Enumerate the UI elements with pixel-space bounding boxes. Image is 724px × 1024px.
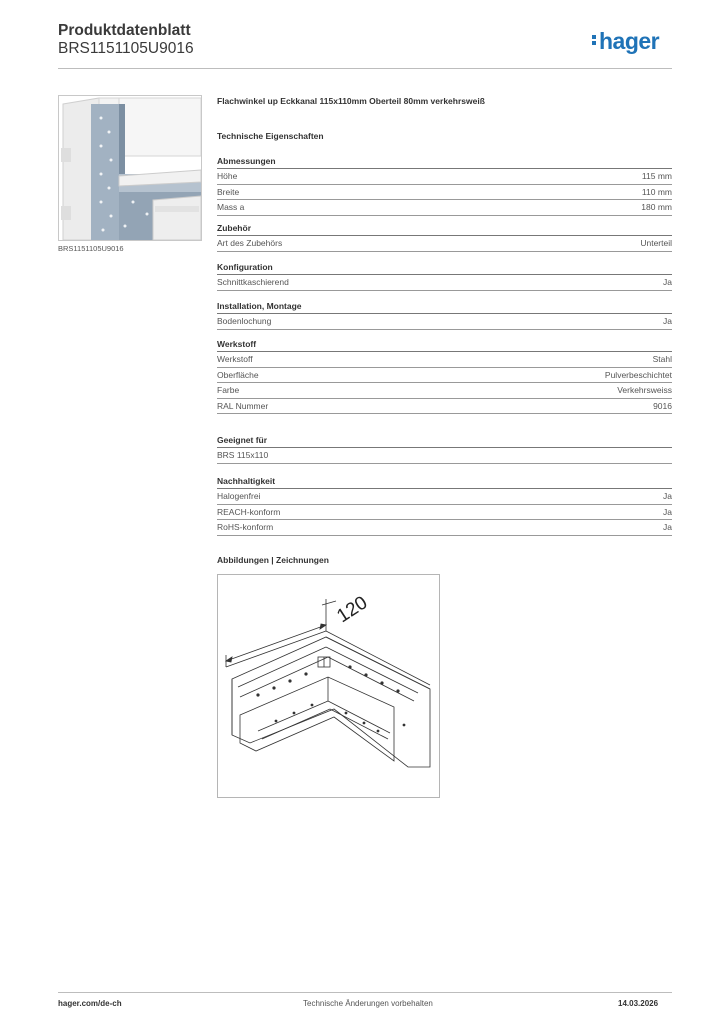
logo-dots-icon (592, 33, 597, 47)
page-title: Produktdatenblatt (58, 22, 191, 39)
property-label: Werkstoff (217, 354, 253, 364)
property-value: 110 mm (641, 186, 672, 197)
footer-divider (58, 992, 672, 993)
property-value: Ja (663, 506, 672, 517)
property-label: REACH-konform (217, 506, 281, 517)
footer-notice: Technische Änderungen vorbehalten (303, 999, 433, 1008)
section-heading: Geeignet für (217, 433, 672, 448)
property-value: Ja (663, 522, 672, 532)
property-value: 180 mm (641, 202, 672, 212)
property-label: Art des Zubehörs (217, 238, 283, 248)
property-label: Oberfläche (217, 369, 259, 380)
technical-drawing-graphic (218, 575, 439, 797)
product-image (58, 95, 202, 241)
property-value: Verkehrsweiss (617, 385, 672, 395)
section-sustainability (217, 474, 672, 536)
section-heading: Nachhaltigkeit (217, 474, 672, 489)
property-label: RAL Nummer (217, 400, 269, 411)
property-row (217, 505, 672, 521)
property-row (217, 368, 672, 384)
property-row (217, 448, 672, 464)
footer-website: hager.com/de-ch (58, 999, 122, 1008)
dimension-label: 120 (333, 592, 372, 628)
property-value: Ja (663, 277, 672, 287)
footer-date: 14.03.2026 (618, 999, 659, 1008)
section-configuration (217, 260, 672, 291)
property-label: Bodenlochung (217, 316, 272, 326)
image-caption: BRS1151105U9016 (58, 244, 124, 253)
hager-logo (592, 28, 659, 55)
property-label: Schnittkaschierend (217, 277, 289, 287)
section-suitable-for (217, 433, 672, 464)
logo-text: hager (599, 28, 660, 54)
property-label: Mass a (217, 202, 245, 212)
section-heading: Abmessungen (217, 154, 672, 169)
property-label: BRS 115x110 (217, 450, 269, 460)
property-value: Unterteil (640, 238, 672, 248)
header-divider (58, 68, 672, 69)
property-value: Stahl (652, 354, 672, 364)
product-code: BRS1151105U9016 (58, 40, 194, 57)
section-material (217, 337, 672, 414)
section-installation (217, 299, 672, 330)
property-row (217, 314, 672, 330)
section-heading: Installation, Montage (217, 299, 672, 314)
property-label: RoHS-konform (217, 522, 274, 532)
property-row (217, 236, 672, 252)
property-value: 9016 (653, 400, 672, 411)
drawings-heading: Abbildungen | Zeichnungen (217, 555, 329, 565)
property-label: Farbe (217, 385, 240, 395)
section-dimensions (217, 154, 672, 216)
property-row (217, 489, 672, 505)
property-value: Ja (663, 316, 672, 326)
property-value: Ja (663, 491, 672, 501)
property-row (217, 352, 672, 368)
property-label: Halogenfrei (217, 491, 261, 501)
product-photo-graphic (59, 96, 201, 240)
section-heading: Konfiguration (217, 260, 672, 275)
property-row (217, 383, 672, 399)
technical-properties-heading: Technische Eigenschaften (217, 131, 324, 141)
property-label: Höhe (217, 171, 238, 181)
section-heading: Werkstoff (217, 337, 672, 352)
property-row (217, 185, 672, 201)
technical-drawing (217, 574, 440, 798)
property-row (217, 520, 672, 536)
section-heading: Zubehör (217, 221, 672, 236)
section-accessory (217, 221, 672, 252)
property-value: Pulverbeschichtet (604, 369, 672, 380)
product-description: Flachwinkel up Eckkanal 115x110mm Oberteil 80mm verkehrsweiß (217, 96, 485, 106)
property-value: 115 mm (641, 171, 672, 181)
property-row (217, 399, 672, 415)
property-row (217, 275, 672, 291)
property-row (217, 169, 672, 185)
property-row (217, 200, 672, 216)
property-label: Breite (217, 186, 240, 197)
